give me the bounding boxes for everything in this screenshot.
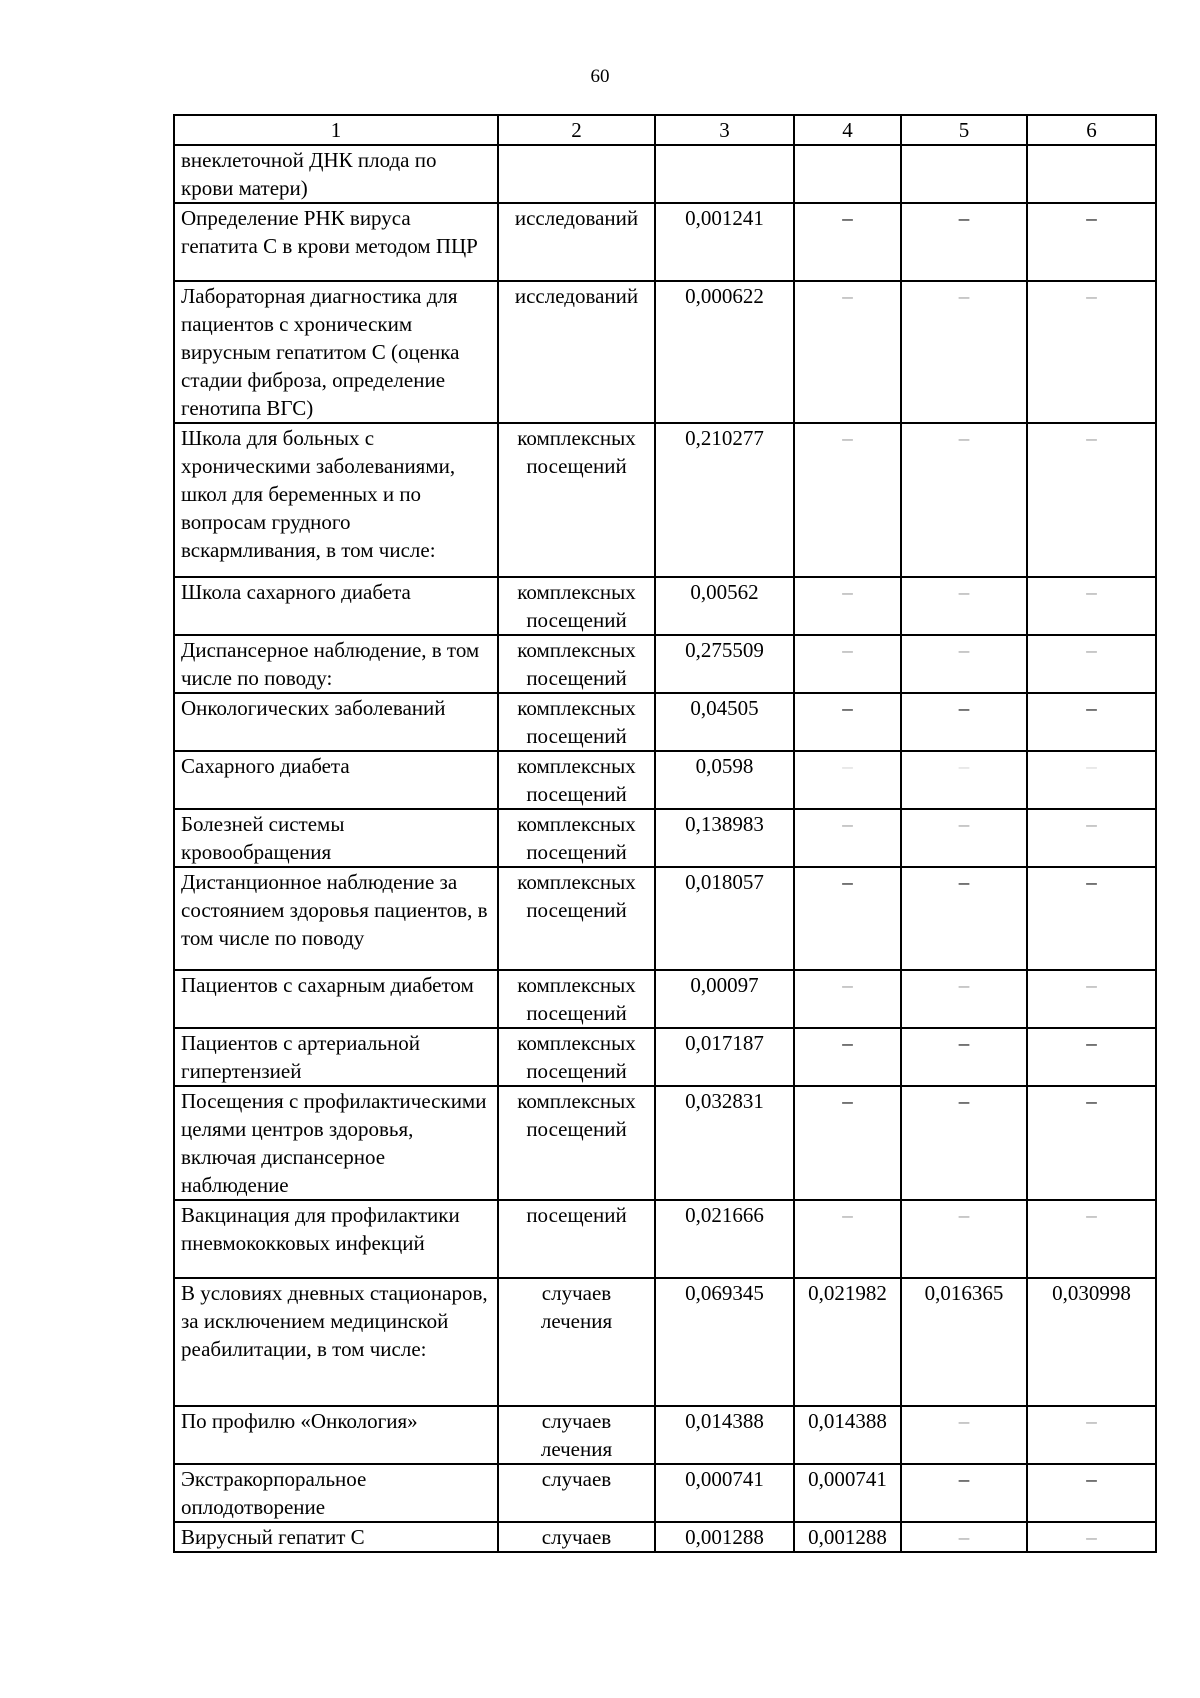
table-row <box>174 693 1156 751</box>
value-col-5: – <box>901 1086 1027 1200</box>
table-row <box>174 809 1156 867</box>
row-label: Посещения с профилактическими целями центров здоровья, включая диспансерное наблюдение <box>174 1086 498 1200</box>
unit: случаев лечения <box>498 1278 655 1406</box>
row-label: Вакцинация для профилактики пневмококковых инфекций <box>174 1200 498 1278</box>
value-col-6: – <box>1027 281 1156 423</box>
table-row <box>174 423 1156 577</box>
unit: исследований <box>498 281 655 423</box>
value-col-4: 0,021982 <box>794 1278 901 1406</box>
value-col-3: 0,138983 <box>655 809 794 867</box>
column-header-6: 6 <box>1027 115 1156 145</box>
page-number: 60 <box>590 66 610 87</box>
unit: комплексных посещений <box>498 577 655 635</box>
value-col-6: – <box>1027 1028 1156 1086</box>
unit: исследований <box>498 203 655 281</box>
row-label: Вирусный гепатит С <box>174 1522 498 1552</box>
value-col-3: 0,001288 <box>655 1522 794 1552</box>
row-label: Онкологических заболеваний <box>174 693 498 751</box>
unit: комплексных посещений <box>498 693 655 751</box>
unit: комплексных посещений <box>498 423 655 577</box>
column-header-2: 2 <box>498 115 655 145</box>
unit: комплексных посещений <box>498 1028 655 1086</box>
value-col-6: – <box>1027 1086 1156 1200</box>
value-col-6: – <box>1027 751 1156 809</box>
unit: случаев <box>498 1522 655 1552</box>
value-col-5: – <box>901 203 1027 281</box>
row-label: Определение РНК вируса гепатита С в крови методом ПЦР <box>174 203 498 281</box>
value-col-4: – <box>794 1200 901 1278</box>
value-col-4: – <box>794 970 901 1028</box>
row-label: Дистанционное наблюдение за состоянием здоровья пациентов, в том числе по поводу <box>174 867 498 970</box>
value-col-5: – <box>901 281 1027 423</box>
value-col-5 <box>901 145 1027 203</box>
value-col-5: – <box>901 1028 1027 1086</box>
value-col-5: – <box>901 809 1027 867</box>
value-col-5: – <box>901 693 1027 751</box>
value-col-3: 0,0598 <box>655 751 794 809</box>
table-row <box>174 1278 1156 1406</box>
value-col-6: – <box>1027 203 1156 281</box>
value-col-5: – <box>901 970 1027 1028</box>
row-label: Диспансерное наблюдение, в том числе по поводу: <box>174 635 498 693</box>
data-table <box>173 114 1157 1553</box>
row-label: Школа сахарного диабета <box>174 577 498 635</box>
value-col-6: – <box>1027 423 1156 577</box>
value-col-5: – <box>901 751 1027 809</box>
value-col-5: – <box>901 867 1027 970</box>
column-header-3: 3 <box>655 115 794 145</box>
unit <box>498 145 655 203</box>
value-col-3: 0,04505 <box>655 693 794 751</box>
value-col-3 <box>655 145 794 203</box>
value-col-6: – <box>1027 1464 1156 1522</box>
value-col-3: 0,00097 <box>655 970 794 1028</box>
value-col-3: 0,032831 <box>655 1086 794 1200</box>
table-row <box>174 1200 1156 1278</box>
unit: комплексных посещений <box>498 1086 655 1200</box>
value-col-3: 0,275509 <box>655 635 794 693</box>
unit: комплексных посещений <box>498 751 655 809</box>
value-col-4 <box>794 145 901 203</box>
value-col-4: 0,000741 <box>794 1464 901 1522</box>
value-col-6 <box>1027 145 1156 203</box>
value-col-4: – <box>794 635 901 693</box>
value-col-5: – <box>901 1406 1027 1464</box>
value-col-6: – <box>1027 1200 1156 1278</box>
value-col-6: – <box>1027 577 1156 635</box>
table-row <box>174 1464 1156 1522</box>
table-row <box>174 635 1156 693</box>
value-col-4: – <box>794 809 901 867</box>
row-label: Экстракорпоральное оплодотворение <box>174 1464 498 1522</box>
value-col-5: – <box>901 1522 1027 1552</box>
value-col-4: 0,014388 <box>794 1406 901 1464</box>
unit: комплексных посещений <box>498 867 655 970</box>
row-label: Школа для больных с хроническими заболеваниями, школ для беременных и по вопросам грудного вскармливания, в том числе: <box>174 423 498 577</box>
table-row <box>174 1522 1156 1552</box>
value-col-3: 0,000622 <box>655 281 794 423</box>
table-row <box>174 970 1156 1028</box>
value-col-6: 0,030998 <box>1027 1278 1156 1406</box>
value-col-3: 0,018057 <box>655 867 794 970</box>
value-col-3: 0,014388 <box>655 1406 794 1464</box>
column-header-row <box>174 115 1156 145</box>
table-row <box>174 1086 1156 1200</box>
value-col-5: 0,016365 <box>901 1278 1027 1406</box>
value-col-5: – <box>901 1200 1027 1278</box>
value-col-6: – <box>1027 970 1156 1028</box>
row-label: внеклеточной ДНК плода по крови матери) <box>174 145 498 203</box>
unit: случаев <box>498 1464 655 1522</box>
unit: комплексных посещений <box>498 809 655 867</box>
value-col-4: – <box>794 867 901 970</box>
value-col-5: – <box>901 577 1027 635</box>
table-row <box>174 281 1156 423</box>
unit: комплексных посещений <box>498 635 655 693</box>
row-label: Лабораторная диагностика для пациентов с хроническим вирусным гепатитом С (оценка стадии фиброза, определение генотипа ВГС) <box>174 281 498 423</box>
value-col-4: – <box>794 1028 901 1086</box>
table-row <box>174 1406 1156 1464</box>
value-col-4: – <box>794 281 901 423</box>
row-label: Болезней системы кровообращения <box>174 809 498 867</box>
value-col-4: – <box>794 423 901 577</box>
table-row <box>174 1028 1156 1086</box>
unit: комплексных посещений <box>498 970 655 1028</box>
value-col-4: – <box>794 751 901 809</box>
value-col-6: – <box>1027 693 1156 751</box>
value-col-3: 0,00562 <box>655 577 794 635</box>
value-col-4: – <box>794 203 901 281</box>
column-header-1: 1 <box>174 115 498 145</box>
value-col-6: – <box>1027 635 1156 693</box>
value-col-6: – <box>1027 809 1156 867</box>
table-row <box>174 751 1156 809</box>
value-col-5: – <box>901 1464 1027 1522</box>
value-col-4: – <box>794 693 901 751</box>
column-header-5: 5 <box>901 115 1027 145</box>
value-col-4: – <box>794 1086 901 1200</box>
row-label: В условиях дневных стационаров, за исключением медицинской реабилитации, в том числе: <box>174 1278 498 1406</box>
table-row <box>174 145 1156 203</box>
value-col-4: – <box>794 577 901 635</box>
value-col-3: 0,017187 <box>655 1028 794 1086</box>
row-label: Пациентов с артериальной гипертензией <box>174 1028 498 1086</box>
table-row <box>174 203 1156 281</box>
row-label: По профилю «Онкология» <box>174 1406 498 1464</box>
table-body <box>174 115 1156 1552</box>
table-row <box>174 867 1156 970</box>
unit: посещений <box>498 1200 655 1278</box>
value-col-3: 0,000741 <box>655 1464 794 1522</box>
value-col-5: – <box>901 423 1027 577</box>
row-label: Пациентов с сахарным диабетом <box>174 970 498 1028</box>
value-col-4: 0,001288 <box>794 1522 901 1552</box>
value-col-6: – <box>1027 1522 1156 1552</box>
value-col-3: 0,001241 <box>655 203 794 281</box>
row-label: Сахарного диабета <box>174 751 498 809</box>
value-col-6: – <box>1027 1406 1156 1464</box>
column-header-4: 4 <box>794 115 901 145</box>
value-col-3: 0,210277 <box>655 423 794 577</box>
value-col-5: – <box>901 635 1027 693</box>
value-col-3: 0,069345 <box>655 1278 794 1406</box>
table-row <box>174 577 1156 635</box>
unit: случаев лечения <box>498 1406 655 1464</box>
value-col-3: 0,021666 <box>655 1200 794 1278</box>
value-col-6: – <box>1027 867 1156 970</box>
